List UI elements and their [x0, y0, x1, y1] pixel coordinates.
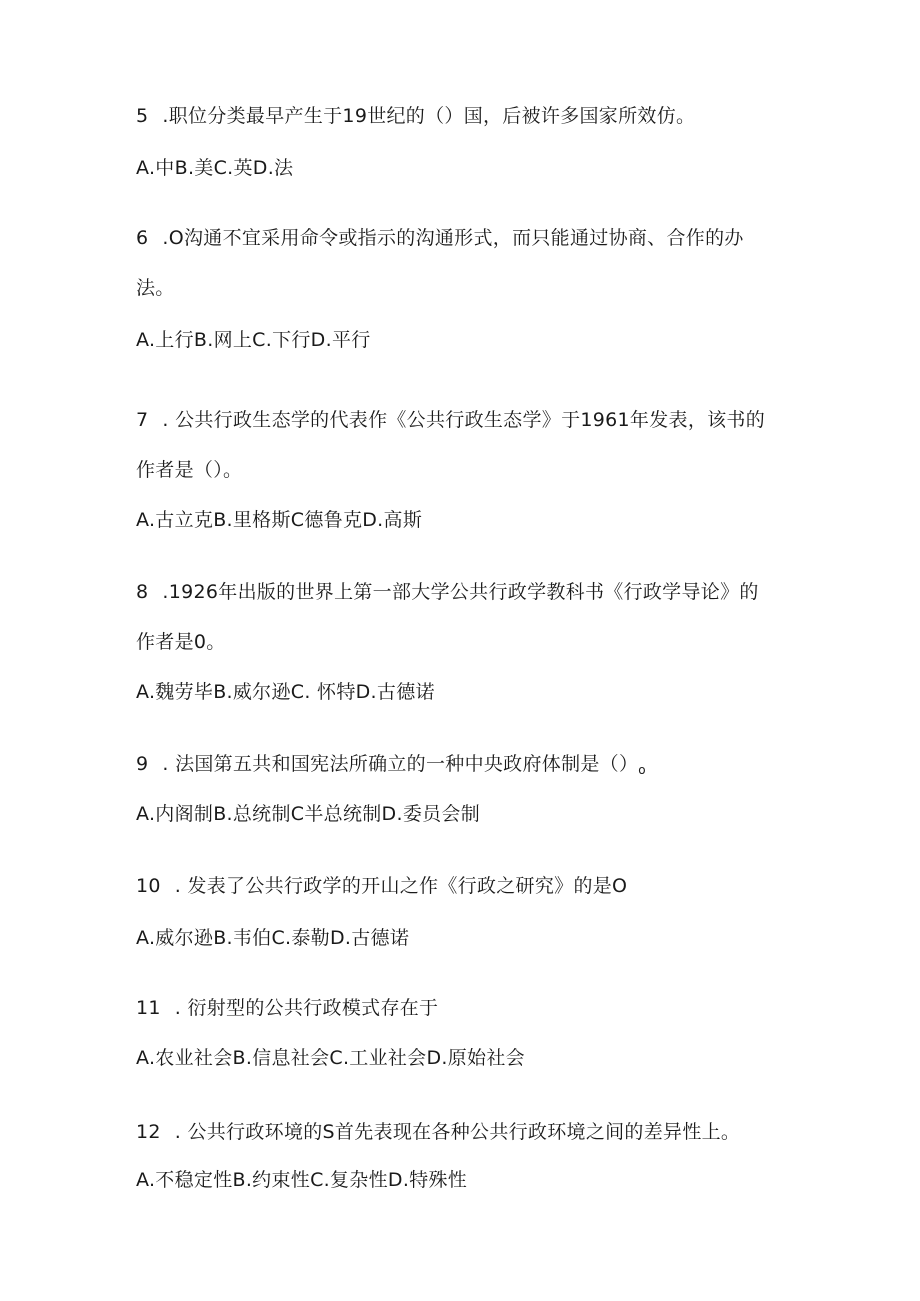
question-8-text	[136, 580, 759, 604]
question-number: 11	[136, 997, 161, 1019]
question-7-text	[136, 408, 765, 432]
question-number: 8	[136, 581, 149, 603]
question-11-text	[136, 996, 438, 1020]
question-number: 7	[136, 409, 149, 431]
question-stem: . 发表了公共行政学的开山之作《行政之研究》的是O	[174, 875, 628, 897]
question-6-text	[136, 226, 744, 250]
question-7-text-cont: 作者是（）。	[136, 459, 243, 481]
question-6-options: A.上行B.网上C.下行D.平行	[136, 329, 371, 351]
question-number: 9	[136, 753, 149, 775]
question-10-text	[136, 874, 627, 898]
question-9-text	[136, 752, 646, 782]
question-number: 10	[136, 875, 161, 897]
question-stem: .职位分类最早产生于19世纪的（）国，后被许多国家所效仿。	[162, 105, 696, 127]
question-number: 12	[136, 1121, 161, 1143]
question-number: 5	[136, 105, 149, 127]
question-9-options: A.内阁制B.总统制C半总统制D.委员会制	[136, 803, 481, 825]
question-12-text	[136, 1120, 740, 1144]
question-5-text	[136, 104, 695, 128]
question-stem: . 法国第五共和国宪法所确立的一种中央政府体制是（）	[162, 753, 639, 775]
question-10-options: A.威尔逊B.韦伯C.泰勒D.古德诺	[136, 927, 410, 949]
question-number: 6	[136, 227, 149, 249]
question-6-text-cont: 法。	[136, 277, 175, 299]
question-11-options: A.农业社会B.信息社会C.工业社会D.原始社会	[136, 1047, 525, 1069]
question-8-text-cont: 作者是0。	[136, 631, 226, 653]
question-12-options: A.不稳定性B.约束性C.复杂性D.特殊性	[136, 1169, 468, 1191]
trailing-mark: o	[638, 763, 646, 777]
question-5-options: A.中B.美C.英D.法	[136, 157, 294, 179]
question-stem: . 公共行政环境的S首先表现在各种公共行政环境之间的差异性上。	[174, 1121, 741, 1143]
question-8-options: A.魏劳毕B.威尔逊C. 怀特D.古德诺	[136, 681, 435, 703]
question-stem: .O沟通不宜采用命令或指示的沟通形式，而只能通过协商、合作的办	[162, 227, 744, 249]
question-7-options: A.古立克B.里格斯C德鲁克D.高斯	[136, 509, 423, 531]
question-stem: . 衍射型的公共行政模式存在于	[174, 997, 439, 1019]
question-stem: .1926年出版的世界上第一部大学公共行政学教科书《行政学导论》的	[162, 581, 759, 603]
question-stem: . 公共行政生态学的代表作《公共行政生态学》于1961年发表，该书的	[162, 409, 766, 431]
